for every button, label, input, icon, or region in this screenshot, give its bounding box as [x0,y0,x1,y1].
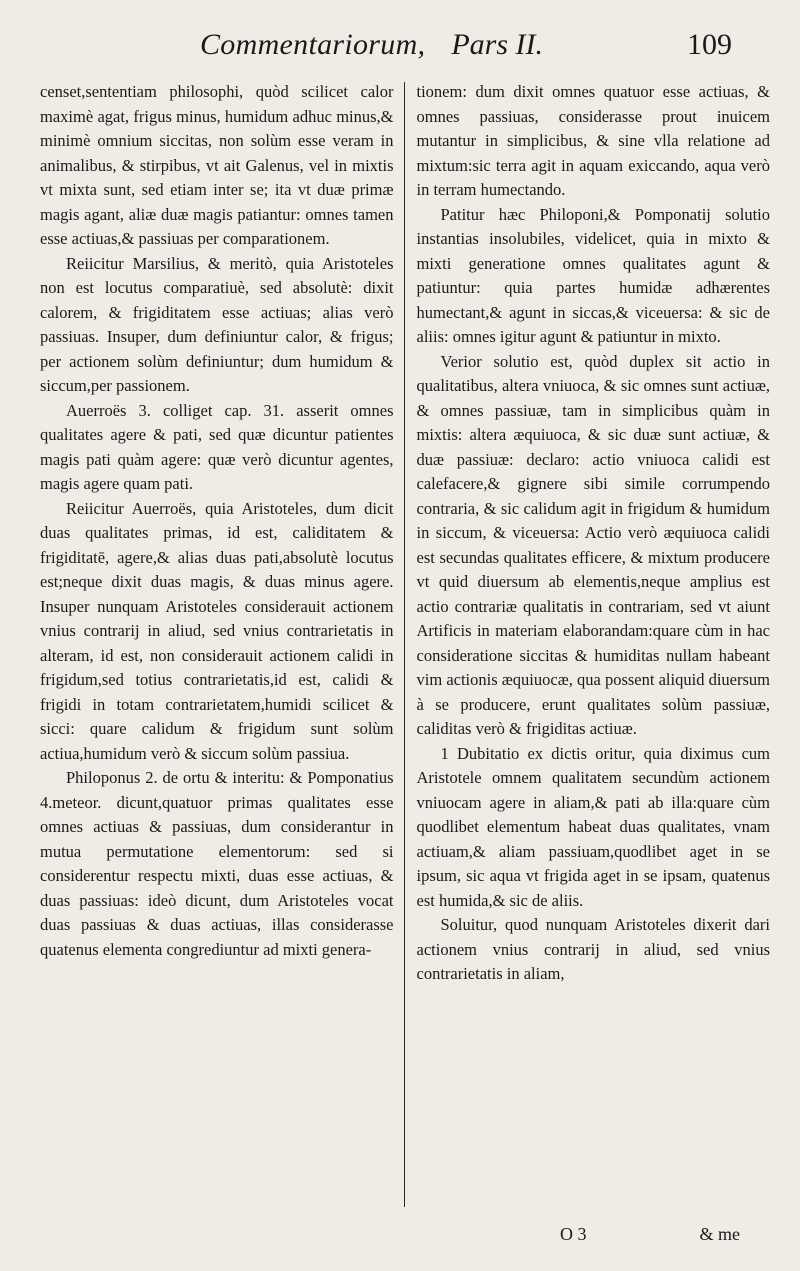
text-columns [40,80,770,1210]
page-number: 109 [687,28,732,61]
left-column [40,80,404,1210]
signature-mark: O 3 [560,1224,587,1244]
paragraph: Philoponus 2. de ortu & interitu: & Pomponatius 4.meteor. dicunt,quatuor primas qualitates esse omnes actiuas & passiuas, dum considerantur in mutua permutatione elementorum: sed si considerentur respectu mixti, duas esse actiuas, & duas passiuas: ideò dicunt, dum Aristoteles vocat duas passiuas & duas actiuas, illas considerasse quatenus elementa congrediuntur ad mixti genera- [40,768,394,959]
page-header [200,28,740,72]
catchword: & me [699,1224,740,1244]
part-label: Pars II. [451,28,543,61]
paragraph: censet,sententiam philosophi, quòd scilicet calor maximè agat, frigus minus, humidum adhuc minus,& minimè omnium siccitas, non solùm esse veram in animalibus, & stirpibus, vt ait Galenus, vel in mixtis vt mixta sunt, sed etiam inter se; ita vt duæ primæ magis agant, aliæ duæ magis patiantur: omnes tamen esse actiuas,& passiuas per comparationem. [40,82,394,248]
paragraph: Verior solutio est, quòd duplex sit actio in qualitatibus, altera vniuoca, & sic omnes sunt actiuæ, & omnes passiuæ, tam in simplicibus quàm in mixtis: altera æquiuoca, & sic duæ sunt actiuæ, & duæ passiuæ: declaro: actio vniuoca calidi est calefacere,& gignere sibi simile corrumpendo contraria, & sic calidum agit in frigidum & humidum in siccum, & viceuersa: Actio verò æquiuoca calidi est secundas qualitates efficere, & mixtum producere vt quid diuersum ab elementis,neque amplius est actio contrariæ qualitatis in contrariam, sed vt aiunt Artificis in materiam elaborandam:quare cùm in hac consideratione siccitas & humiditas nullam habeant vim actionis æquiuocæ, qua possent aliquid diuersum à se producere, erunt qualitates solùm passiuæ, caliditas verò & frigiditas actiuæ. [416,351,770,738]
paragraph: Auerroës 3. colliget cap. 31. asserit omnes qualitates agere & pati, sed quæ dicuntur patientes magis pati quàm agere: quæ verò dicuntur agentes, magis agere quam pati. [40,400,394,493]
page-footer [560,1224,740,1245]
paragraph: Patitur hæc Philoponi,& Pomponatij solutio instantias insolubiles, videlicet, quia in mixto & mixti generatione omnes qualitates agunt & patiuntur: quia partes humidæ adhærentes humectant,& agunt in siccas,& viceuersa: & sic de aliis: omnes igitur agunt & patiuntur in mixto. [416,204,770,346]
running-title: Commentariorum, [200,28,426,61]
paragraph: Soluitur, quod nunquam Aristoteles dixerit dari actionem vnius contrarij in aliud, sed vnius contrarietatis in aliam, [416,915,770,983]
paragraph: Reiicitur Auerroës, quia Aristoteles, dum dicit duas qualitates primas, id est, caliditatem & frigiditatē, agere,& alias duas pati,absolutè locutus est;neque dixit duas magis, & duas minus agere. Insuper nunquam Aristoteles considerauit actionem vnius contrarij in aliud, sed vnius contrarietatis in alteram, id est, non considerauit actionem calidi in frigidum,sed totius contrarietatis,id est, calidi & frigidi in totam contrarietatem,humidi scilicet & sicci: quare calidum & frigidum sunt solùm actiua,humidum verò & siccum solùm passiua. [40,498,394,763]
paragraph: Reiicitur Marsilius, & meritò, quia Aristoteles non est locutus comparatiuè, sed absolutè: dixit calorem, & frigiditatem esse actiuas; alias verò passiuas. Insuper, dum definiuntur calor, & frigus; per actionem solùm definiuntur; dum humidum & siccum,per passionem. [40,253,394,395]
paragraph: 1 Dubitatio ex dictis oritur, quia diximus cum Aristotele omnem qualitatem secundùm actionem vniuocam agere in aliam,& pati ab illa:quare cùm quodlibet elementum habeat duas qualitates, vnam actiuam,& aliam passiuam,quodlibet aget in se ipsum, sic aqua vt frigida aget in se ipsam, quatenus est humida,& sic de aliis. [416,743,770,910]
right-column [405,80,771,1210]
paragraph: tionem: dum dixit omnes quatuor esse actiuas, & omnes passiuas, considerasse prout inuicem mutantur in simplicibus, & sine vlla relatione ad mixtum:sic terra agit in aquam exiccando, aqua verò in terram humectando. [416,82,770,199]
